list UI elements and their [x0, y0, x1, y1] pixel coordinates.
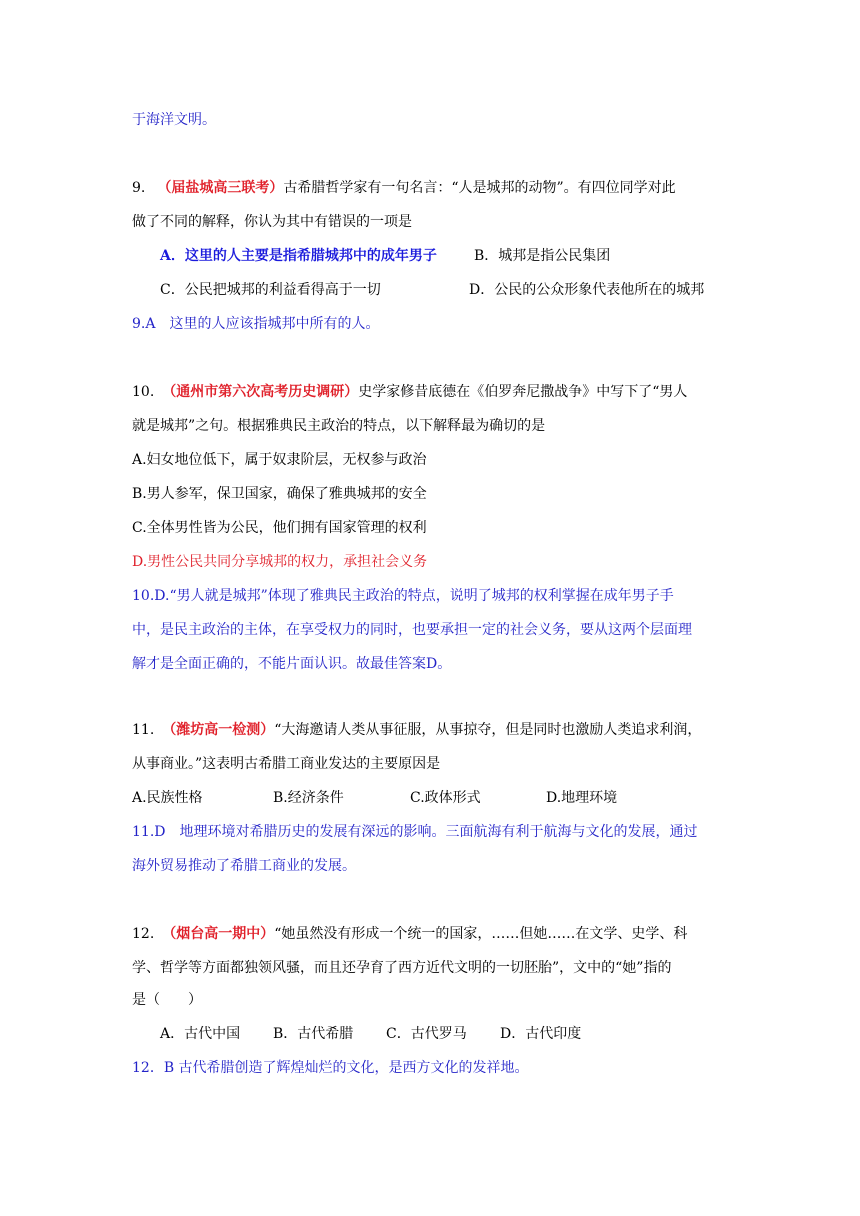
q11-stem-line2: 从事商业。”这表明古希腊工商业发达的主要原因是: [132, 756, 441, 772]
q10-number: 10.: [132, 384, 155, 400]
q10-answer-line2: 中，是民主政治的主体，在享受权力的同时，也要承担一定的社会义务，要从这两个层面理: [132, 622, 692, 638]
q9-stem-text1: 古希腊哲学家有一句名言：“人是城邦的动物”。有四位同学对此: [283, 180, 676, 196]
q11-option-c: C.政体形式: [410, 790, 481, 806]
q10-option-a: A.妇女地位低下，属于奴隶阶层，无权参与政治: [132, 452, 427, 468]
q10-option-b: B.男人参军，保卫国家，确保了雅典城邦的安全: [132, 486, 427, 502]
q11-number: 11.: [132, 722, 155, 738]
q12-option-d: D．古代印度: [500, 1026, 582, 1042]
q10-option-d: D.男性公民共同分享城邦的权力，承担社会义务: [132, 554, 428, 570]
q10-option-c: C.全体男性皆为公民，他们拥有国家管理的权利: [132, 520, 427, 536]
q9-number: 9.: [132, 180, 146, 196]
q9-answer: 9.A 这里的人应该指城邦中所有的人。: [132, 316, 380, 332]
previous-answer-tail: 于海洋文明。: [132, 112, 216, 128]
q11-answer-line1: 11.D 地理环境对希腊历史的发展有深远的影响。三面航海有利于航海与文化的发展，通过: [132, 824, 698, 840]
q11-option-a: A.民族性格: [132, 790, 203, 806]
q10-source: （通州市第六次高考历史调研）: [162, 384, 359, 400]
q12-stem-line2: 学、哲学等方面都独领风骚，而且还孕育了西方近代文明的一切胚胎”，文中的“她”指的: [132, 960, 672, 976]
q11-option-d: D.地理环境: [546, 790, 618, 806]
q11-answer-line2: 海外贸易推动了希腊工商业的发展。: [132, 858, 356, 874]
q9-stem-line1: [132, 178, 676, 198]
q11-source: （潍坊高一检测）: [162, 722, 275, 738]
q10-stem-line1: [132, 382, 687, 402]
q9-stem-line2: 做了不同的解释，你认为其中有错误的一项是: [132, 214, 412, 230]
q10-stem-line2: 就是城邦”之句。根据雅典民主政治的特点，以下解释最为确切的是: [132, 418, 546, 434]
q10-answer-line3: 解才是全面正确的，不能片面认识。故最佳答案D。: [132, 656, 452, 672]
q9-option-a: A．这里的人主要是指希腊城邦中的成年男子: [160, 248, 437, 264]
q9-source: （届盐城高三联考）: [157, 180, 284, 196]
q12-stem-line3: 是（ ）: [132, 992, 202, 1008]
q11-option-b: B.经济条件: [273, 790, 344, 806]
q12-option-c: C．古代罗马: [386, 1026, 467, 1042]
q9-option-d: D．公民的公众形象代表他所在的城邦: [469, 282, 705, 298]
q12-option-b: B．古代希腊: [273, 1026, 354, 1042]
q12-option-a: A．古代中国: [160, 1026, 241, 1042]
q10-answer-line1: 10.D.“男人就是城邦”体现了雅典民主政治的特点，说明了城邦的权利掌握在成年男子手: [132, 588, 674, 604]
q11-stem-text1: “大海邀请人类从事征服，从事掠夺，但是同时也激励人类追求利润，: [274, 722, 702, 738]
q10-stem-text1: 史学家修昔底德在《伯罗奔尼撒战争》中写下了“男人: [358, 384, 688, 400]
q12-source: （烟台高一期中）: [162, 926, 275, 942]
q9-option-b: B．城邦是指公民集团: [474, 248, 611, 264]
q12-stem-line1: [132, 924, 687, 944]
q12-number: 12.: [132, 926, 155, 942]
q12-answer: 12．B 古代希腊创造了辉煌灿烂的文化，是西方文化的发祥地。: [132, 1060, 529, 1076]
q12-stem-text1: “她虽然没有形成一个统一的国家，……但她……在文学、史学、科: [274, 926, 688, 942]
q11-stem-line1: [132, 720, 701, 740]
q9-option-c: C．公民把城邦的利益看得高于一切: [160, 282, 381, 298]
